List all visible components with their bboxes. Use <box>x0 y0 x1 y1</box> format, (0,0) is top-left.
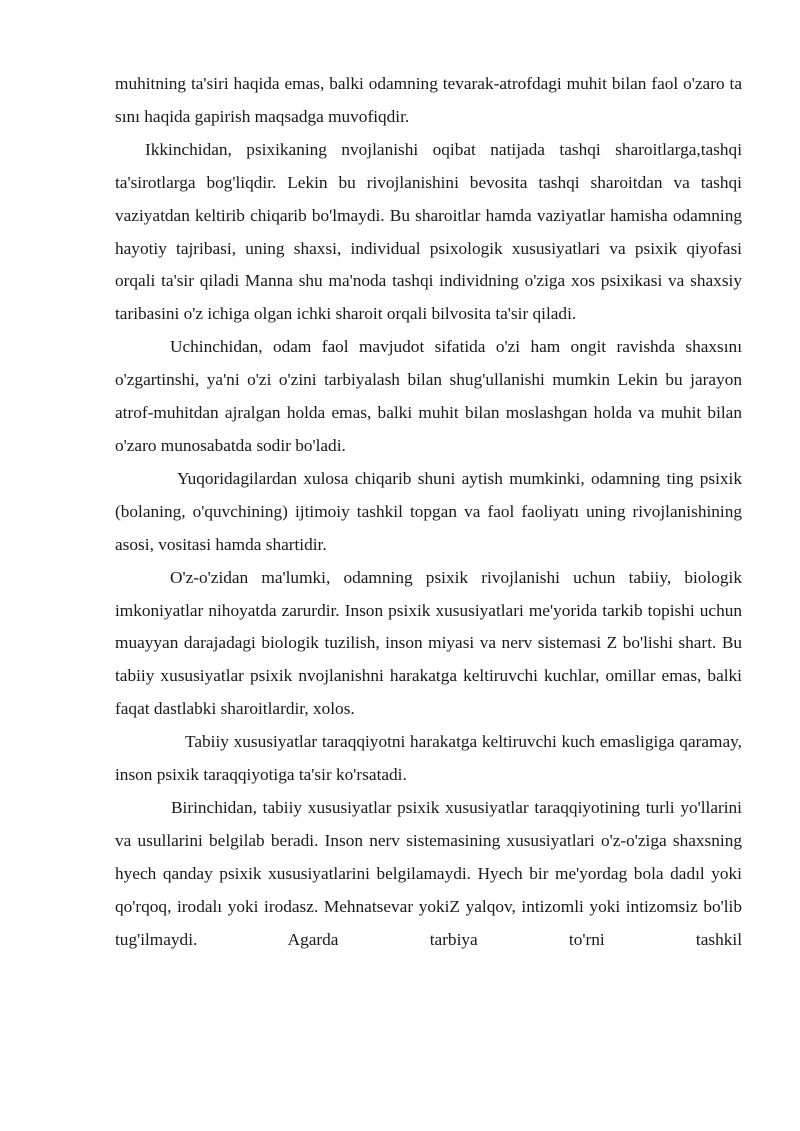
paragraph-6: Tabiiy xususiyatlar taraqqiyotni harakatga keltiruvchi kuch emasligiga qaramay, inson psixik taraqqiyotiga ta'sir ko'rsatadi. <box>115 732 742 785</box>
paragraph-1: muhitning ta'siri haqida emas, balki odamning tevarak-atrofdagi muhit bilan faol o'zaro ta sını haqida gapirish maqsadga muvofiqdir. <box>115 74 742 126</box>
paragraph-3: Uchinchidan, odam faol mavjudot sifatida o'zi ham ongit ravishda shaxsını o'zgartinshi, ya'ni o'zi o'zini tarbiyalash bilan shug'ullanishi mumkin Lekin bu jarayon atrof-muhitdan ajralgan holda emas, balki muhit bilan moslashgan holda va muhit bilan o'zaro munosabatda sodir bo'ladi. <box>115 337 742 455</box>
paragraph-4: Yuqoridagilardan xulosa chiqarib shuni aytish mumkinki, odamning ting psixik (bolaning, o'quvchining) ijtimoiy tashkil topgan va faol faoliyatı uning rivojlanishining asosi, vositasi hamda shartidir. <box>115 468 742 554</box>
paragraph-5: O'z-o'zidan ma'lumki, odamning psixik rivojlanishi uchun tabiiy, biologik imkoniyatlar nihoyatda zarurdir. Inson psixik xususiyatlari me'yorida tarkib topishi uchun muayyan darajadagi biologik tuzilish, inson miyasi va nerv sistemasi Z bo'lishi shart. Bu tabiiy xususiyatlar psixik nvojlanishni harakatga keltiruvchi kuchlar, omillar emas, balki faqat dastlabki sharoitlardir, xolos. <box>115 567 742 719</box>
paragraph-7: Birinchidan, tabiiy xususiyatlar psixik xususiyatlar taraqqiyotining turli yo'llarini va usullarini belgilab beradi. Inson nerv sistemasining xususiyatlari o'z-o'ziga shaxsning hyech qanday psixik xususiyatlarini belgilamaydi. Hyech bir me'yordag bola dadıl yoki qo'rqoq, irodalı yoki irodasz. Mehnatsevar yokiZ yalqov, intizomli yoki intizomsiz bo'lib tug'ilmaydi. Agarda tarbiya to'rni tashkil <box>115 797 742 949</box>
paragraph-2: Ikkinchidan, psixikaning nvojlanishi oqibat natijada tashqi sharoitlarga,tashqi ta'sirotlarga bog'liqdir. Lekin bu rivojlanishini bevosita tashqi sharoitdan va tashqi vaziyatdan keltirib chiqarib bo'lmaydi. Bu sharoitlar hamda vaziyatlar hamisha odamning hayotiy tajribasi, uning shaxsi, individual psixologik xususiyatlari va psixik qiyofasi orqali ta'sir qiladi Manna shu ma'noda tashqi individning o'ziga xos psixikasi va shaxsiy taribasini o'z ichiga olgan ichki sharoit orqali bilvosita ta'sir qiladi. <box>115 139 742 324</box>
